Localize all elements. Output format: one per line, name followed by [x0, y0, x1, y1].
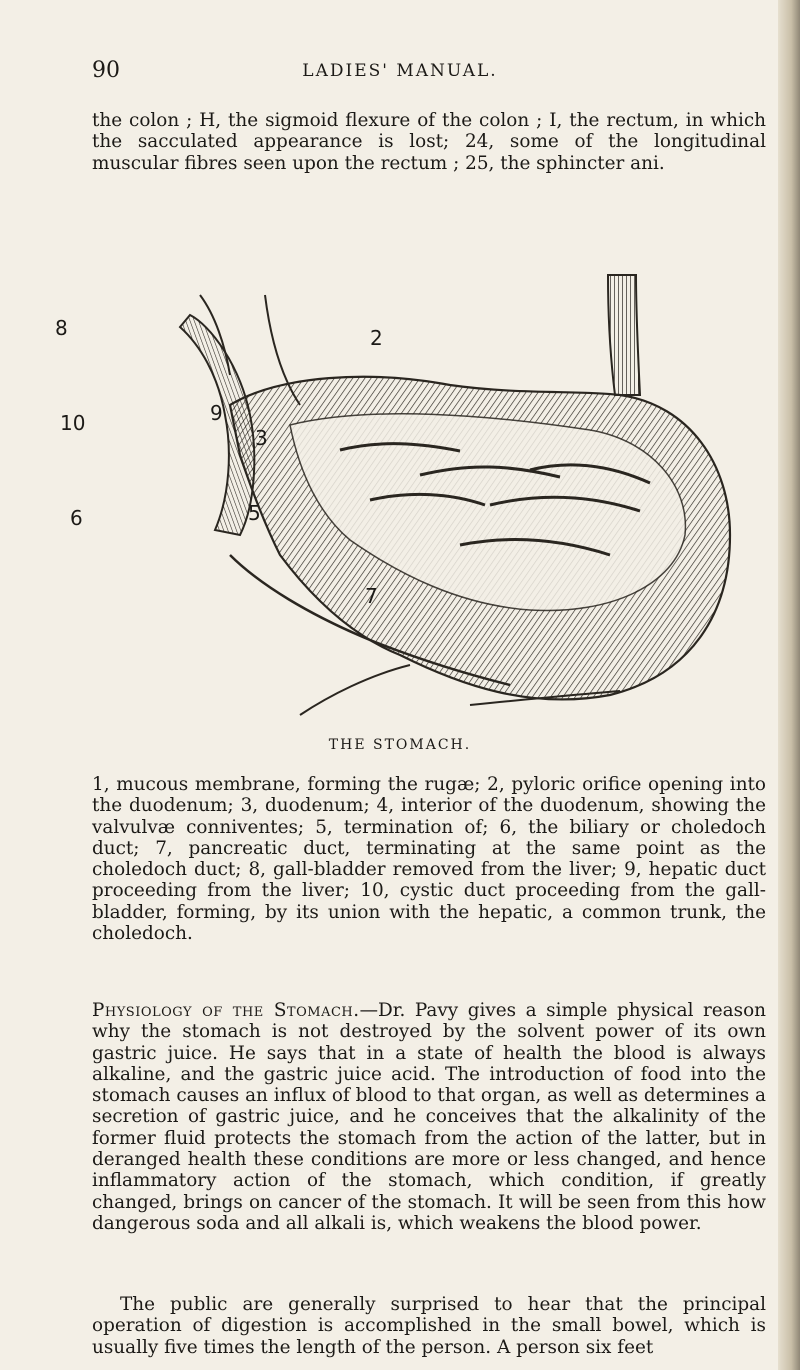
figure-label-3: 3 [255, 426, 268, 450]
figure-label-7: 7 [365, 584, 378, 608]
figure-label-9: 9 [210, 401, 223, 425]
legend-paragraph: 1, mucous membrane, forming the rugæ; 2, pyloric orifice opening into the duodenum; 3, duodenum; 4, interior of the duodenum, showing the valvulvæ conniventes; 5, termination of; 6, the biliary or choledoch duct; 7, pancreatic duct, terminating at the same point as the choledoch duct; 8, gall-bladder removed from the liver; 9, hepatic duct proceeding from the liver; 10, cystic duct proceeding from the gall-bladder, forming, by its union with the hepatic, a common trunk, the choledoch. [92, 774, 766, 945]
figure-label-2: 2 [370, 326, 383, 350]
digestion-paragraph: The public are generally surprised to hear that the principal operation of digestion is accomplished in the small bowel, which is usually five times the length of the person. A person six feet [92, 1294, 766, 1358]
intro-paragraph: the colon ; H, the sigmoid flexure of the colon ; I, the rectum, in which the sacculated appearance is lost; 24, some of the longitudinal muscular fibres seen upon the rectum ; 25, the sphincter ani. [92, 110, 766, 174]
figure-label-10: 10 [60, 411, 86, 435]
page-edge-shadow [778, 0, 800, 1370]
page-number: 90 [92, 58, 120, 83]
physiology-paragraph [92, 1000, 766, 1234]
running-head: LADIES' MANUAL. [302, 61, 498, 81]
figure-caption: THE STOMACH. [328, 737, 472, 753]
section-heading: Physiology of the Stomach. [92, 1000, 360, 1021]
page-header [0, 58, 800, 88]
stomach-engraving [55, 255, 770, 725]
stomach-illustration [55, 255, 770, 725]
figure-label-8: 8 [55, 316, 68, 340]
figure-label-6: 6 [70, 506, 83, 530]
physiology-text: —Dr. Pavy gives a simple physical reason why the stomach is not destroyed by the solvent power of its own gastric juice. He says that in a state of health the blood is always alkaline, and the gastric juice acid. The introduction of food into the stomach causes an influx of blood to that organ, as well as determines a secretion of gastric juice, and he conceives that the alkalinity of the former fluid protects the stomach from the action of the latter, but in deranged health these conditions are more or less changed, and hence inflammatory action of the stomach, which condition, if greatly changed, brings on cancer of the stomach. It will be seen from this how dangerous soda and all alkali is, which weakens the blood power. [92, 1000, 766, 1234]
figure-label-5: 5 [248, 501, 261, 525]
